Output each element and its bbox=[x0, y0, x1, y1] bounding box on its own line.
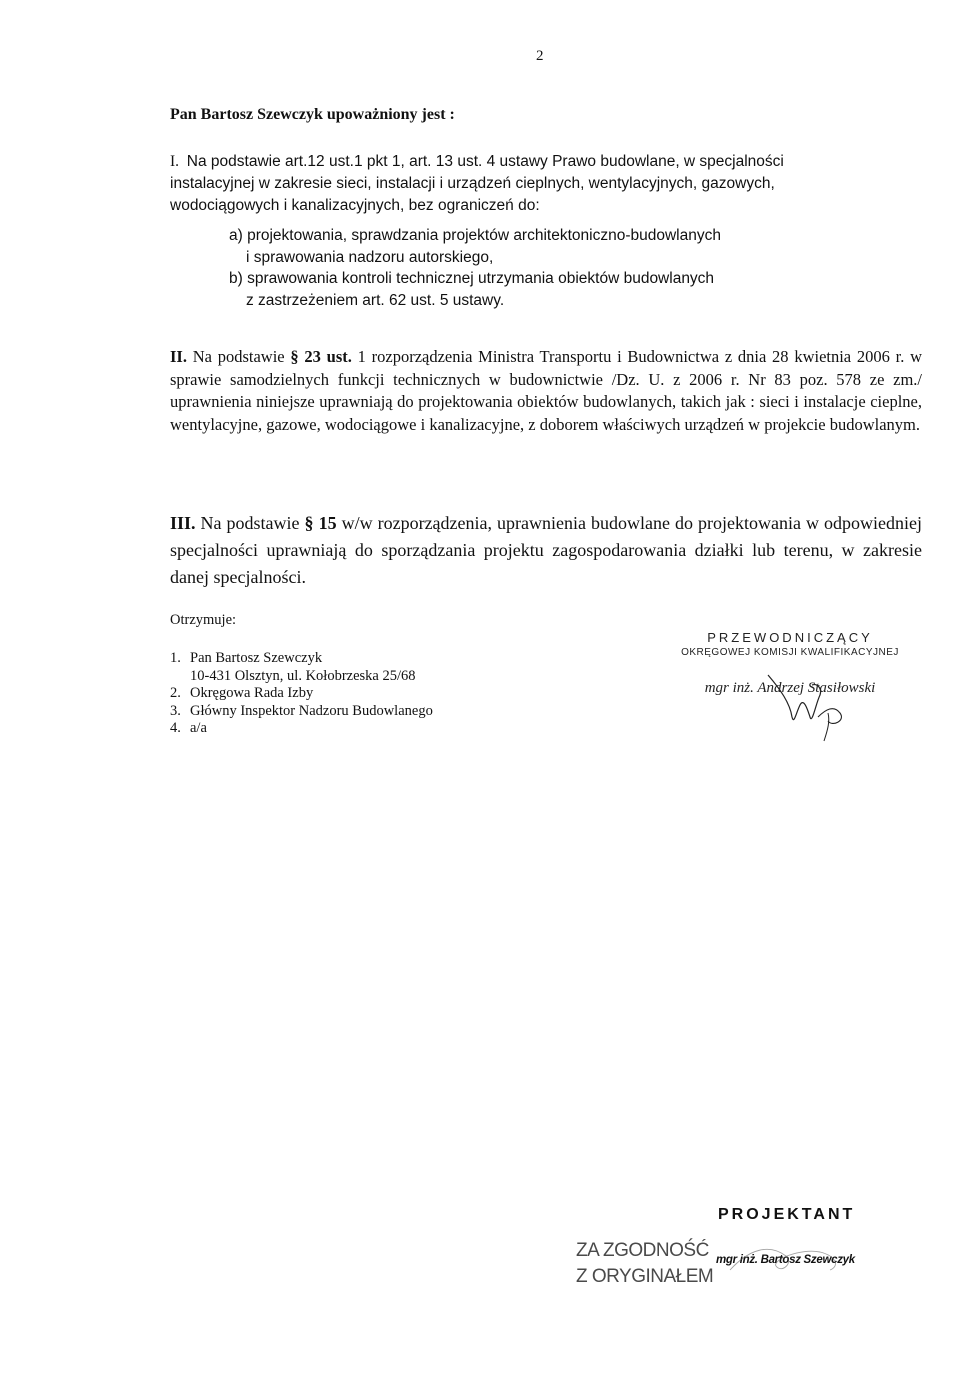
recipient-item bbox=[170, 650, 433, 685]
recipients-list bbox=[170, 650, 433, 738]
section-2-bold-ref: § 23 ust. bbox=[290, 347, 352, 366]
conformity-line2: Z ORYGINAŁEM bbox=[576, 1266, 714, 1287]
section-1-item-b bbox=[229, 268, 929, 312]
recipient-number: 4. bbox=[170, 720, 181, 736]
stamp-name: mgr inż. Andrzej Stasiłowski bbox=[704, 680, 876, 696]
section-1-item-a-line2: i sprawowania nadzoru autorskiego, bbox=[246, 249, 494, 266]
recipient-item bbox=[170, 720, 433, 738]
stamp-subtitle: OKRĘGOWEJ KOMISJI KWALIFIKACYJNEJ bbox=[681, 647, 899, 658]
recipient-text: Pan Bartosz Szewczyk bbox=[190, 650, 323, 666]
section-1-line2: instalacyjnej w zakresie sieci, instalacji i urządzeń cieplnych, wentylacyjnych, gazowych, bbox=[170, 175, 775, 192]
stamp-title: PRZEWODNICZĄCY bbox=[707, 630, 873, 645]
document-heading: Pan Bartosz Szewczyk upoważniony jest : bbox=[170, 106, 455, 123]
recipient-text: a/a bbox=[190, 720, 207, 736]
recipient-item bbox=[170, 685, 433, 703]
projektant-name: mgr inż. Bartosz Szewczyk bbox=[716, 1254, 855, 1266]
section-2-text-before: Na podstawie bbox=[192, 347, 291, 366]
section-3-numeral: III. bbox=[170, 513, 196, 533]
recipient-item bbox=[170, 703, 433, 721]
chairman-signature bbox=[700, 655, 900, 745]
projektant-label: PROJEKTANT bbox=[718, 1206, 856, 1223]
recipient-address: 10-431 Olsztyn, ul. Kołobrzeska 25/68 bbox=[190, 667, 416, 684]
section-1-line3: wodociągowych i kanalizacyjnych, bez ograniczeń do: bbox=[170, 197, 540, 214]
page-number: 2 bbox=[536, 48, 544, 64]
recipient-text: Okręgowa Rada Izby bbox=[190, 685, 314, 701]
section-2-text-after: 1 rozporządzenia Ministra Transportu i Budownictwa z dnia 28 kwietnia 2006 r. w sprawie samodzielnych funkcji technicznych w budownictwie /Dz. U. z 2006 r. Nr 83 poz. 578 ze zm./ uprawnienia niniejsze uprawniają do projektowania obiektów budowlanych, takich jak : sieci i instalacje cieplne, wentylacyjne, gazowe, wodociągowe i kanalizacyjne, z doborem właściwych urządzeń w projekcie budowlanym. bbox=[170, 347, 923, 434]
section-1 bbox=[170, 151, 930, 217]
section-1-item-a bbox=[229, 225, 929, 269]
section-1-numeral: I. bbox=[170, 153, 180, 170]
section-1-item-b-line2: z zastrzeżeniem art. 62 ust. 5 ustawy. bbox=[246, 292, 505, 309]
section-2-numeral: II. bbox=[170, 347, 187, 366]
section-3-bold-ref: § 15 bbox=[304, 513, 337, 533]
recipient-number: 3. bbox=[170, 702, 181, 719]
section-3 bbox=[170, 510, 922, 591]
section-1-line1 bbox=[170, 151, 930, 173]
section-3-text-after: w/w rozporządzenia, uprawnienia budowlane do projektowania w odpowiedniej specjalności uprawniają do sporządzania projektu zagospodarowania działki lub terenu, w zakresie danej specjalności. bbox=[170, 513, 922, 587]
recipient-number: 1. bbox=[170, 650, 181, 666]
section-1-line1-text: Na podstawie art.12 ust.1 pkt 1, art. 13 ust. 4 ustawy Prawo budowlane, w specjalności bbox=[186, 153, 784, 170]
recipients-title: Otrzymuje: bbox=[170, 612, 237, 628]
recipient-number: 2. bbox=[170, 685, 181, 701]
projektant-signature bbox=[690, 1230, 870, 1290]
section-3-text-before: Na podstawie bbox=[200, 513, 305, 533]
section-1-item-a-line1: a) projektowania, sprawdzania projektów architektoniczno-budowlanych bbox=[229, 227, 721, 244]
recipient-text: Główny Inspektor Nadzoru Budowlanego bbox=[190, 702, 433, 719]
conformity-line1: ZA ZGODNOŚĆ bbox=[576, 1240, 709, 1261]
section-1-item-b-line1: b) sprawowania kontroli technicznej utrzymania obiektów budowlanych bbox=[229, 270, 715, 287]
section-2 bbox=[170, 346, 922, 436]
